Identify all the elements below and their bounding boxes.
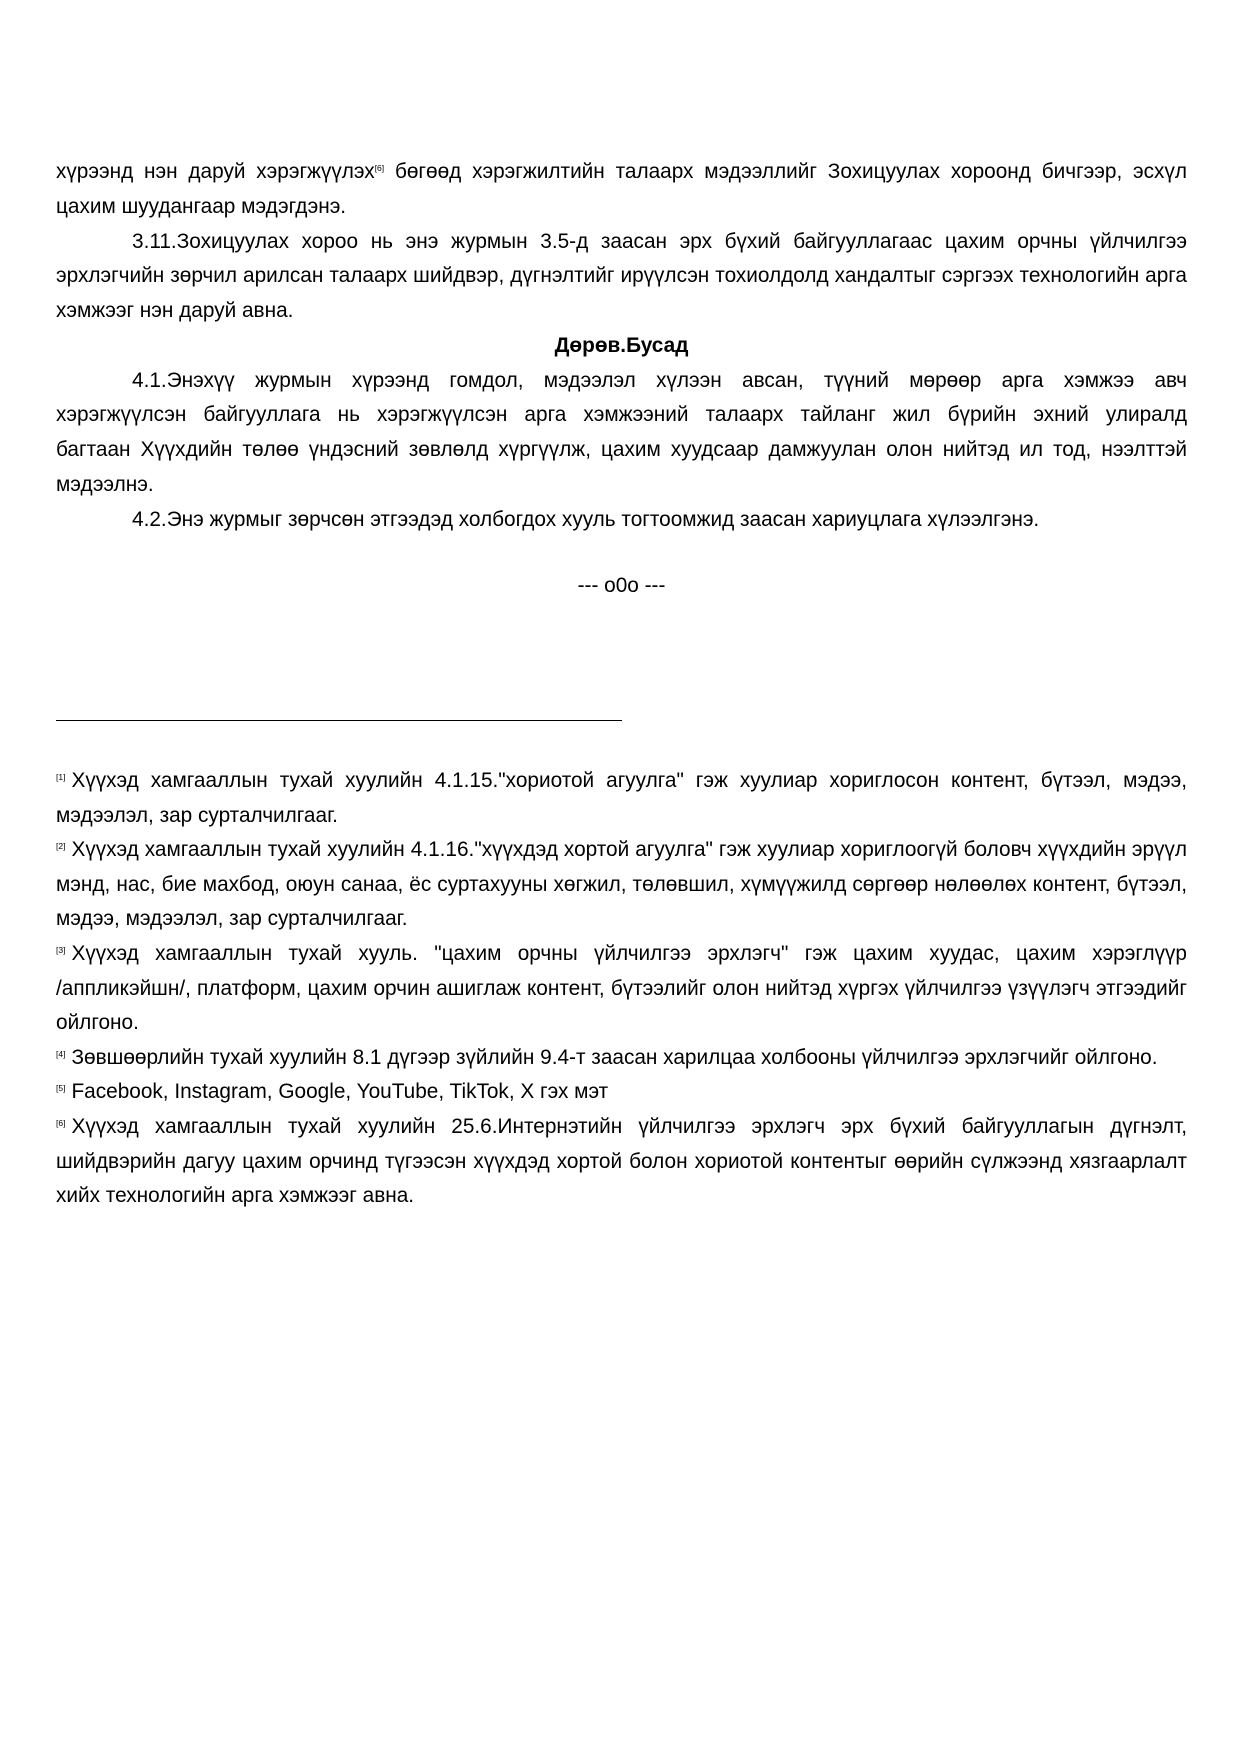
- footnote-3: [56, 937, 1187, 1041]
- text-line: эрхлэгчийн зөрчил арилсан талаарх шийдвэр, дүгнэлтийг ирүүлсэн тохиолдолд хандалтыг сэргээх технологийн арга: [56, 264, 1187, 288]
- text-line: мэдээлэл, зар сурталчилгааг.: [56, 803, 338, 827]
- footnote-1: [56, 764, 1187, 833]
- text-line: [56, 155, 1187, 190]
- text-line: 4.2.Энэ журмыг зөрчсөн этгээдэд холбогдох хууль тогтоомжид заасан хариуцлага хүлээлгэнэ.: [132, 507, 1040, 531]
- text-line: цахим шуудангаар мэдэгдэнэ.: [56, 194, 347, 218]
- paragraph-3-11: [56, 225, 1187, 329]
- text-line: мэнд, нас, бие махбод, оюун санаа, ёс суртахууны хөгжил, төлөвшил, хүмүүжилд сөргөөр нөлөөлөх контент, бүтээл,: [56, 872, 1187, 896]
- text-segment: Хүүхэд хамгааллын тухай хуулийн 25.6.Интернэтийн үйлчилгээ эрхлэгч эрх бүхий байгууллагын дүгнэлт,: [71, 1114, 1187, 1138]
- section-heading: Дөрөв.Бусад: [554, 333, 689, 357]
- paragraph-4-2: [56, 503, 1187, 538]
- text-line: мэдээлнэ.: [56, 472, 154, 496]
- text-line: ойлгоно.: [56, 1011, 139, 1035]
- text-line: [56, 1041, 1187, 1076]
- footnote-marker-link[interactable]: [6]: [56, 1117, 66, 1128]
- text-line: [56, 764, 1187, 799]
- text-line: 4.1.Энэхүү журмын хүрээнд гомдол, мэдээлэл хүлээн авсан, түүний мөрөөр арга хэмжээ авч: [132, 368, 1187, 392]
- text-line: 3.11.Зохицуулах хороо нь энэ журмын 3.5-д заасан эрх бүхий байгууллагаас цахим орчны үйлчилгээ: [132, 229, 1187, 253]
- text-line: [56, 1110, 1187, 1145]
- end-of-document-mark: --- o0o ---: [577, 574, 666, 597]
- text-segment: Хүүхэд хамгааллын тухай хууль. "цахим орчны үйлчилгээ эрхлэгч" гэж цахим хуудас, цахим хэрэглүүр: [71, 941, 1187, 965]
- text-line: хэмжээг нэн даруй авна.: [56, 299, 294, 322]
- footnote-marker-link[interactable]: [3]: [56, 944, 66, 955]
- footnote-4: [56, 1041, 1187, 1076]
- text-line: багтаан Хүүхдийн төлөө үндэсний зөвлөлд хүргүүлж, цахим хуудсаар дамжуулан олон нийтэд ил тод, нээлттэй: [56, 438, 1187, 461]
- text-line: /аппликэйшн/, платформ, цахим орчин ашиглаж контент, бүтээлийг олон нийтэд хүргэх үйлчилгээ үзүүлэгч этгээдийг: [56, 976, 1187, 1000]
- footnote-ref-link[interactable]: [6]: [374, 163, 385, 173]
- footnotes: [56, 764, 1187, 1214]
- footnote-marker-link[interactable]: [5]: [56, 1083, 66, 1094]
- footnote-marker-link[interactable]: [1]: [56, 772, 66, 782]
- footnote-separator: [56, 720, 622, 721]
- text-segment: хүрээнд нэн даруй хэрэгжүүлэх: [56, 160, 375, 183]
- text-segment: Facebook, Instagram, Google, YouTube, TikTok, X гэх мэт: [71, 1080, 609, 1104]
- text-line: [56, 937, 1187, 972]
- text-segment: Хүүхэд хамгааллын тухай хуулийн 4.1.15."хориотой агуулга" гэж хуулиар хориглосон контент, бүтээл, мэдээ,: [71, 769, 1187, 792]
- text-line: шийдвэрийн дагуу цахим орчинд түгээсэн хүүхдэд хортой болон хориотой контентыг өөрийн сүлжээнд хязгаарлалт: [56, 1149, 1187, 1173]
- text-line: [56, 1075, 1187, 1110]
- text-segment: Хүүхэд хамгааллын тухай хуулийн 4.1.16."хүүхдэд хортой агуулга" гэж хуулиар хориглоогүй боловч хүүхдийн эрүүл: [71, 838, 1187, 862]
- text-line: хийх технологийн арга хэмжээг авна.: [56, 1184, 415, 1208]
- footnote-6: [56, 1110, 1187, 1214]
- footnote-marker-link[interactable]: [4]: [56, 1048, 66, 1059]
- paragraph-4-1: [56, 364, 1187, 503]
- text-segment: Зөвшөөрлийн тухай хуулийн 8.1 дүгээр зүйлийн 9.4-т заасан харилцаа холбооны үйлчилгээ эрхлэгчийг ойлгоно.: [71, 1045, 1158, 1069]
- document-body: [56, 155, 1187, 537]
- text-line: мэдээ, мэдээлэл, зар сурталчилгааг.: [56, 907, 408, 931]
- text-line: [56, 833, 1187, 868]
- paragraph-continued: [56, 155, 1187, 225]
- footnote-5: [56, 1075, 1187, 1110]
- footnote-2: [56, 833, 1187, 937]
- text-segment: бөгөөд хэрэгжилтийн талаарх мэдээллийг Зохицуулах хороонд бичгээр, эсхүл: [384, 160, 1187, 183]
- text-line: хэрэгжүүлсэн байгууллага нь хэрэгжүүлсэн арга хэмжээний талаарх тайланг жил бүрийн эхний улиралд: [56, 403, 1187, 427]
- footnote-marker-link[interactable]: [2]: [56, 841, 66, 852]
